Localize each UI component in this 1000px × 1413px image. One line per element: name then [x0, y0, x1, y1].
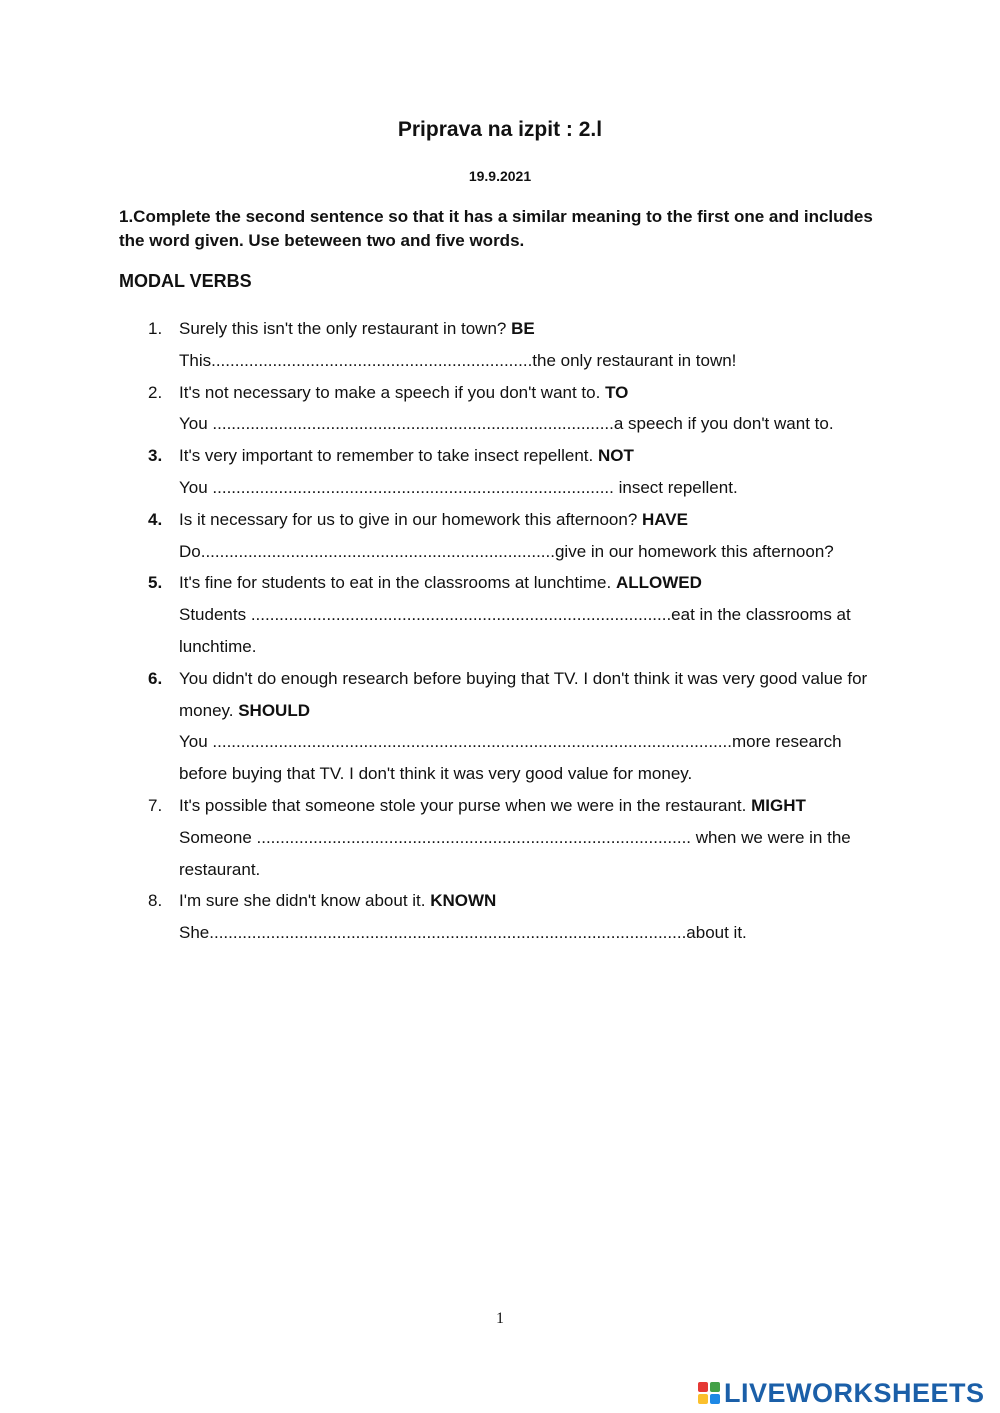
exercise-answer: You .....................................................................................a speech if you don't want to.: [179, 414, 834, 434]
keyword: SHOULD: [238, 700, 310, 720]
logo-square: [698, 1394, 708, 1404]
liveworksheets-brand[interactable]: [698, 1378, 985, 1408]
exercise-sentence: You didn't do enough research before buying that TV. I don't think it was very good value for money. SHOULD: [179, 668, 868, 720]
exercise-number: 8.: [148, 891, 163, 911]
exercise-item-4: [0, 504, 1000, 568]
exercise-list: [0, 313, 1000, 949]
instruction: 1.Complete the second sentence so that it has a similar meaning to the first one and includes the word given. Use beteween two and five words.: [119, 207, 873, 250]
exercise-sentence: Is it necessary for us to give in our homework this afternoon? HAVE: [179, 509, 688, 529]
exercise-sentence: It's possible that someone stole your purse when we were in the restaurant. MIGHT: [179, 795, 806, 815]
page-number: 1: [496, 1310, 504, 1327]
exercise-answer: Someone ............................................................................................ when we were in the restaurant.: [179, 827, 851, 879]
exercise-number: 4.: [148, 509, 163, 529]
exercise-sentence: It's not necessary to make a speech if you don't want to. TO: [179, 382, 629, 402]
exercise-answer: Do...........................................................................give in our homework this afternoon?: [179, 541, 834, 561]
keyword: KNOWN: [430, 891, 497, 911]
exercise-answer: You ..................................................................................... insect repellent.: [179, 477, 738, 497]
exercise-item-5: [0, 567, 1000, 662]
exercise-answer: Students .........................................................................................eat in the classrooms at lunchtime.: [179, 605, 851, 656]
exercise-number: 6.: [148, 668, 163, 688]
exercise-number: 1.: [148, 319, 163, 338]
exercise-sentence: It's fine for students to eat in the classrooms at lunchtime. ALLOWED: [179, 573, 702, 593]
liveworksheets-logo-icon: [698, 1382, 720, 1404]
keyword: HAVE: [642, 509, 688, 529]
exercise-number: 2.: [148, 382, 163, 402]
exercise-number: 5.: [148, 573, 163, 593]
page-title: Priprava na izpit : 2.l: [397, 118, 603, 141]
exercise-item-8: [0, 885, 1000, 949]
exercise-answer: She.....................................................................................................about it.: [179, 923, 747, 943]
exercise-item-3: [0, 440, 1000, 504]
exercise-sentence: Surely this isn't the only restaurant in town? BE: [179, 319, 535, 338]
exercise-number: 7.: [148, 795, 163, 815]
keyword: BE: [511, 319, 535, 338]
exercise-item-7: [0, 790, 1000, 885]
exercise-item-2: [0, 377, 1000, 441]
exercise-answer: You ..............................................................................................................more research before buying that TV. I don't think it was very good value for money.: [179, 732, 842, 784]
exercise-sentence: I'm sure she didn't know about it. KNOWN: [179, 891, 497, 911]
date: 19.9.2021: [468, 168, 532, 184]
logo-square: [710, 1394, 720, 1404]
section-heading: MODAL VERBS: [119, 271, 252, 291]
exercise-number: 3.: [148, 446, 163, 466]
exercise-answer: This....................................................................the only restaurant in town!: [179, 350, 737, 370]
exercise-item-6: [0, 663, 1000, 790]
exercise-item-1: [0, 313, 1000, 377]
logo-square: [710, 1382, 720, 1392]
keyword: NOT: [597, 446, 634, 466]
exercise-sentence: It's very important to remember to take insect repellent. NOT: [179, 446, 634, 466]
keyword: ALLOWED: [615, 573, 702, 593]
keyword: TO: [605, 382, 629, 402]
keyword: MIGHT: [751, 795, 806, 815]
brand-text: LIVEWORKSHEETS: [724, 1377, 985, 1408]
logo-square: [698, 1382, 708, 1392]
